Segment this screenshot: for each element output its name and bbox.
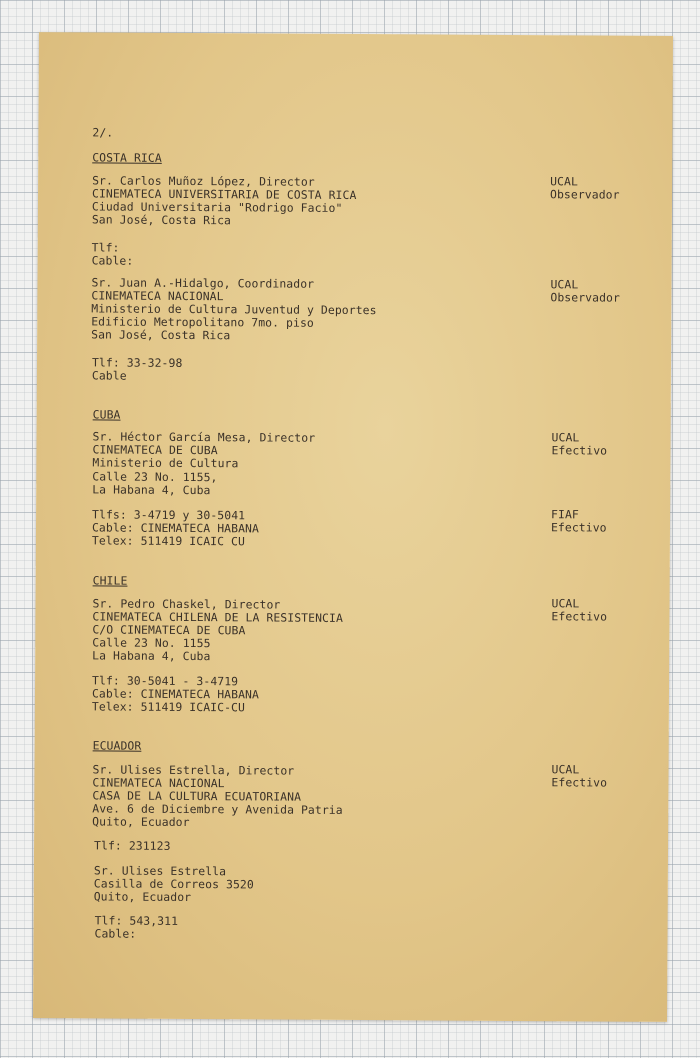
entry-line: La Habana 4, Cuba — [92, 482, 211, 498]
entry-line: C/O CINEMATECA DE CUBA — [92, 622, 246, 638]
entry-line: San José, Costa Rica — [91, 327, 231, 343]
entry-line: Calle 23 No. 1155, — [92, 469, 218, 485]
membership-status-2: Efectivo — [550, 520, 607, 535]
contact-line: Tlf: 543,311 — [94, 913, 179, 928]
membership-status: Observador — [550, 290, 621, 305]
section-heading-ecuador: ECUADOR — [92, 738, 142, 753]
entry-line: CINEMATECA NACIONAL — [92, 775, 225, 791]
membership-org-2: FIAF — [551, 507, 579, 522]
contact-line: Telex: 511419 ICAIC-CU — [91, 699, 246, 715]
entry-line: Sr. Héctor García Mesa, Director — [92, 429, 316, 445]
membership-org: UCAL — [551, 762, 580, 777]
contact-line: Tlf: 30-5041 - 3-4719 — [92, 673, 239, 689]
membership-org: UCAL — [551, 596, 580, 611]
membership-status: Efectivo — [551, 775, 608, 790]
section-heading-chile: CHILE — [92, 573, 128, 588]
entry-line: CASA DE LA CULTURA ECUATORIANA — [92, 788, 302, 804]
membership-status: Efectivo — [551, 609, 608, 624]
entry-line: CINEMATECA NACIONAL — [91, 288, 224, 304]
entry-line: Sr. Pedro Chaskel, Director — [92, 596, 281, 612]
entry-line: CINEMATECA UNIVERSITARIA DE COSTA RICA — [91, 186, 357, 203]
entry-line: Quito, Ecuador — [93, 889, 192, 905]
membership-org: UCAL — [550, 174, 579, 189]
contact-line: Cable: — [91, 253, 134, 268]
contact-line: Tlf: 33-32-98 — [91, 355, 183, 370]
entry-line: Sr. Juan A.-Hidalgo, Coordinador — [91, 275, 315, 291]
typed-document-page — [33, 32, 673, 1022]
entry-line: Casilla de Correos 3520 — [93, 876, 254, 892]
membership-org: UCAL — [550, 277, 579, 292]
contact-line: Tlf: 231123 — [94, 838, 171, 853]
entry-line: Sr. Carlos Muñoz López, Director — [92, 173, 315, 189]
section-heading-cuba: CUBA — [92, 407, 121, 422]
entry-line: Ave. 6 de Diciembre y Avenida Patria — [92, 801, 343, 817]
entry-line: Quito, Ecuador — [92, 814, 190, 830]
contact-line: Tlf: — [91, 240, 120, 255]
membership-status: Efectivo — [551, 443, 608, 458]
contact-line: Tlfs: 3-4719 y 30-5041 — [92, 507, 246, 523]
contact-line: Cable: CINEMATECA HABANA — [91, 686, 260, 702]
contact-line: Cable: — [94, 926, 137, 941]
entry-line: Edificio Metropolitano 7mo. piso — [91, 314, 314, 330]
entry-line: Sr. Ulises Estrella — [93, 863, 227, 879]
entry-line: CINEMATECA CHILENA DE LA RESISTENCIA — [92, 609, 343, 625]
contact-line: Telex: 511419 ICAIC CU — [91, 533, 246, 549]
page-number: 2/. — [92, 125, 114, 140]
entry-line: Ministerio de Cultura — [92, 455, 239, 471]
entry-line: Calle 23 No. 1155 — [92, 635, 211, 651]
entry-cinemateca-universitaria-costa-rica — [39, 32, 673, 268]
contact-line: Cable: CINEMATECA HABANA — [91, 520, 260, 536]
entry-line: Ciudad Universitaria "Rodrigo Facio" — [91, 199, 343, 215]
entry-line: Ministerio de Cultura Juventud y Deportes — [91, 301, 377, 318]
entry-line: San José, Costa Rica — [91, 212, 232, 228]
membership-status: Observador — [549, 187, 620, 202]
membership-org: UCAL — [551, 430, 580, 445]
entry-line: CINEMATECA DE CUBA — [92, 442, 218, 458]
entry-line: Sr. Ulises Estrella, Director — [92, 762, 295, 778]
entry-line: La Habana 4, Cuba — [92, 648, 211, 664]
contact-line: Cable — [91, 368, 127, 383]
section-heading-costa-rica: COSTA RICA — [92, 150, 162, 165]
